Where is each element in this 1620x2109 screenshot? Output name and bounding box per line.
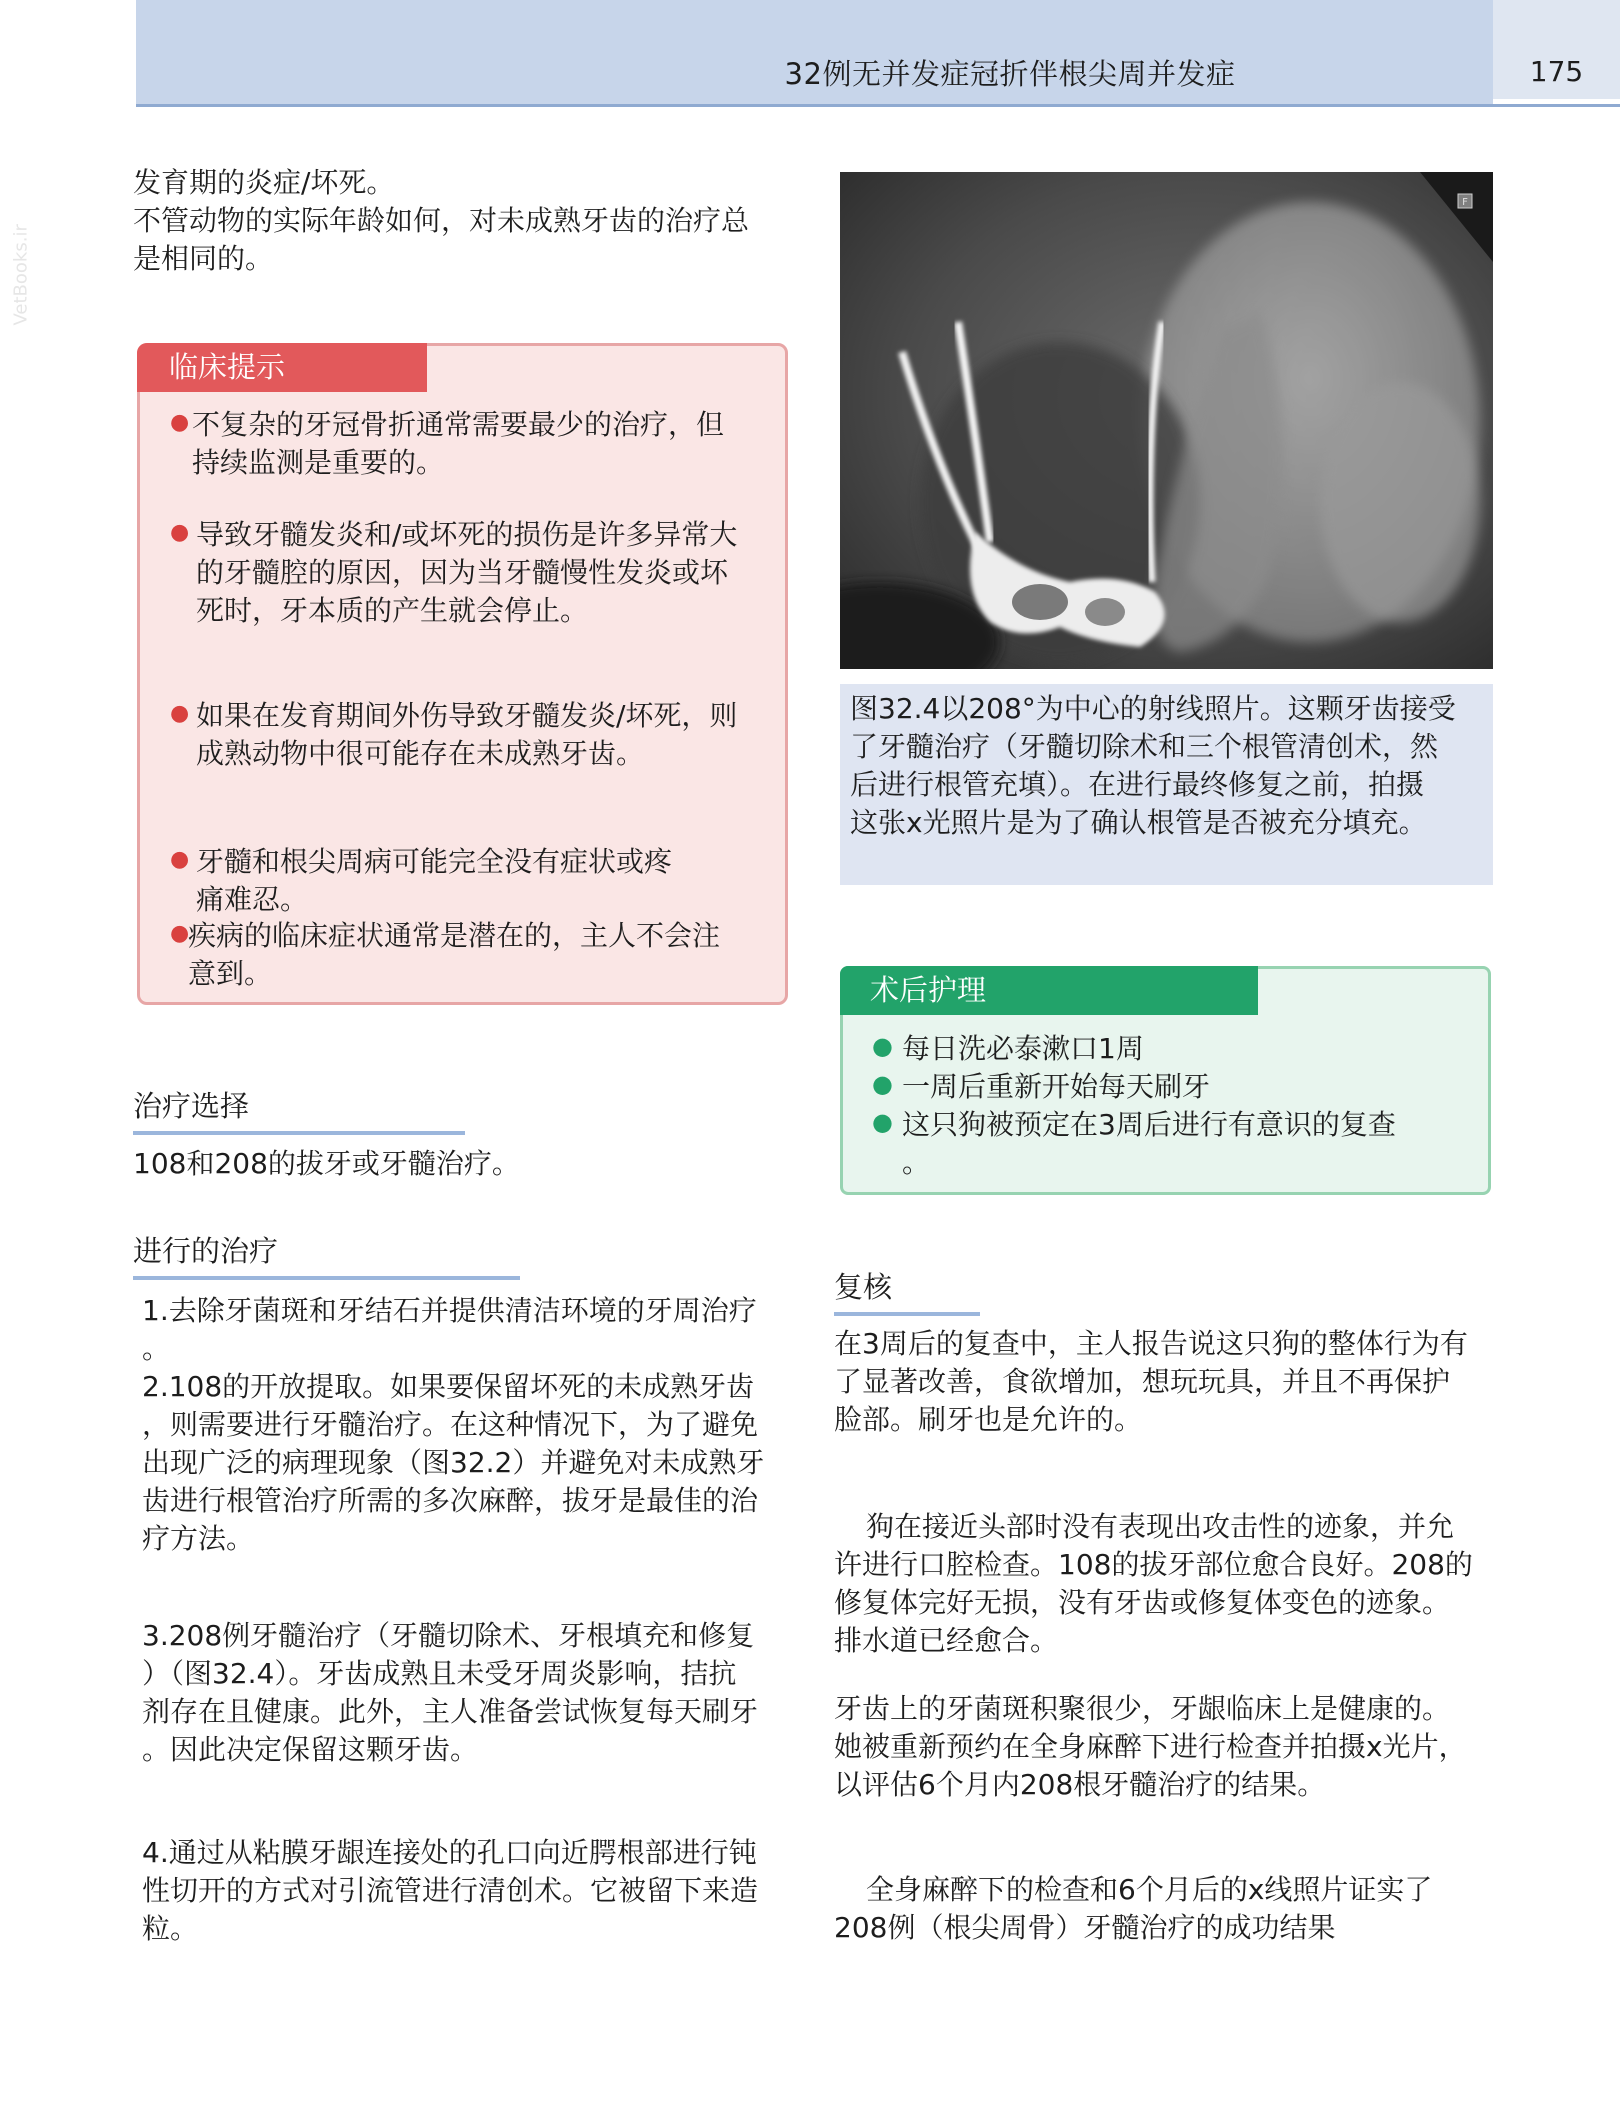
treatment-paragraph [142, 1834, 792, 1948]
caption-line: 后进行根管充填）。在进行最终修复之前，拍摄 [850, 768, 1425, 801]
postop-care-header [840, 966, 1258, 1015]
paragraph-line: ）（图32.4）。牙齿成熟且未受牙周炎影响，拮抗 [142, 1657, 737, 1690]
paragraph-line: 2.108的开放提取。如果要保留坏死的未成熟牙齿 [142, 1370, 755, 1403]
paragraph-line: 出现广泛的病理现象（图32.2）并避免对未成熟牙 [142, 1446, 765, 1479]
bullet-icon: ● [872, 1032, 893, 1060]
bullet-icon: ● [872, 1070, 893, 1098]
postop-item [872, 1068, 1472, 1106]
paragraph-line: 许进行口腔检查。108的拔牙部位愈合良好。208的 [834, 1548, 1473, 1581]
xray-corner-mark: F [1462, 197, 1468, 208]
tip-item [170, 406, 770, 482]
tip-item [170, 516, 770, 630]
caption-line: 图32.4以208°为中心的射线照片。这颗牙齿接受 [850, 692, 1456, 725]
bullet-icon: ● [170, 921, 190, 946]
postop-care-title: 术后护理 [870, 973, 987, 1007]
review-paragraph [834, 1690, 1494, 1804]
postop-item [872, 1106, 1472, 1182]
figure-caption [850, 690, 1490, 842]
tip-item [170, 697, 770, 773]
bullet-icon: ● [170, 410, 190, 435]
review-paragraph [834, 1508, 1494, 1660]
paragraph-line: 脸部。刷牙也是允许的。 [834, 1403, 1143, 1436]
review-section [834, 1268, 1494, 1316]
intro-line: 发育期的炎症/坏死。 [133, 166, 395, 199]
review-paragraph [834, 1325, 1494, 1439]
paragraph-line: 齿进行根管治疗所需的多次麻醉，拔牙是最佳的治 [142, 1484, 759, 1517]
header-rule [136, 104, 1620, 107]
tip-line: 的牙髓腔的原因，因为当牙髓慢性发炎或坏 [196, 556, 729, 589]
tip-line: 死时，牙本质的产生就会停止。 [196, 594, 589, 627]
paragraph-line: 排水道已经愈合。 [834, 1624, 1059, 1657]
intro-line: 不管动物的实际年龄如何，对未成熟牙齿的治疗总 [133, 204, 750, 237]
postop-item [872, 1030, 1472, 1068]
section-underline [133, 1131, 465, 1135]
paragraph-line: 牙齿上的牙菌斑积聚很少，牙龈临床上是健康的。 [834, 1692, 1451, 1725]
paragraph-line: 了显著改善，食欲增加，想玩玩具，并且不再保护 [834, 1365, 1451, 1398]
section-title: 治疗选择 [133, 1089, 250, 1123]
section-title: 复核 [834, 1270, 893, 1304]
review-paragraph [834, 1871, 1494, 1947]
tip-line: 如果在发育期间外伤导致牙髓发炎/坏死，则 [196, 699, 738, 732]
xray-radiograph-image [840, 172, 1493, 669]
paragraph-line: 。因此决定保留这颗牙齿。 [142, 1733, 479, 1766]
paragraph-line: 4.通过从粘膜牙龈连接处的孔口向近腭根部进行钝 [142, 1836, 757, 1869]
paragraph-line: 剂存在且健康。此外，主人准备尝试恢复每天刷牙 [142, 1695, 759, 1728]
postop-list [872, 1030, 1472, 1182]
treatment-paragraph [142, 1292, 792, 1558]
paragraph-line: 狗在接近头部时没有表现出攻击性的迹象，并允 [866, 1510, 1455, 1543]
running-title: 32例无并发症冠折伴根尖周并发症 [784, 57, 1236, 91]
bullet-icon: ● [170, 701, 190, 726]
clinical-tips-header [137, 343, 427, 392]
section-underline [133, 1276, 520, 1280]
paragraph-line: 3.208例牙髓治疗（牙髓切除术、牙根填充和修复 [142, 1619, 755, 1652]
tip-line: 不复杂的牙冠骨折通常需要最少的治疗，但 [192, 408, 725, 441]
tip-item [170, 917, 770, 993]
paragraph-line: 208例（根尖周骨）牙髓治疗的成功结果 [834, 1911, 1336, 1944]
paragraph-line: 。 [142, 1332, 171, 1365]
postop-item-text: 这只狗被预定在3周后进行有意识的复查 [902, 1108, 1396, 1141]
section-underline [834, 1312, 980, 1316]
postop-item-text: 一周后重新开始每天刷牙 [902, 1070, 1211, 1103]
treatment-performed-section [133, 1232, 783, 1280]
tip-line: 牙髓和根尖周病可能完全没有症状或疼 [196, 845, 673, 878]
caption-line: 了牙髓治疗（牙髓切除术和三个根管清创术，然 [850, 730, 1439, 763]
tip-line: 痛难忍。 [196, 883, 309, 916]
paragraph-line: 粒。 [142, 1912, 199, 1945]
section-title: 进行的治疗 [133, 1234, 279, 1268]
caption-line: 这张x光照片是为了确认根管是否被充分填充。 [850, 806, 1427, 839]
page-number: 175 [1529, 55, 1584, 88]
tip-line: 成熟动物中很可能存在未成熟牙齿。 [196, 737, 645, 770]
intro-line: 是相同的。 [133, 242, 274, 275]
tip-line: 疾病的临床症状通常是潜在的，主人不会注 [188, 919, 721, 952]
bullet-icon: ● [170, 847, 190, 872]
treatment-paragraph [142, 1617, 792, 1769]
paragraph-line: 在3周后的复查中，主人报告说这只狗的整体行为有 [834, 1327, 1468, 1360]
paragraph-line: ，则需要进行牙髓治疗。在这种情况下，为了避免 [142, 1408, 759, 1441]
paragraph-line: 她被重新预约在全身麻醉下进行检查并拍摄x光片， [834, 1730, 1467, 1763]
watermark: VetBooks.ir [10, 224, 32, 326]
tip-line: 持续监测是重要的。 [192, 446, 445, 479]
paragraph-line: 修复体完好无损，没有牙齿或修复体变色的迹象。 [834, 1586, 1451, 1619]
paragraph-line: 全身麻醉下的检查和6个月后的x线照片证实了 [866, 1873, 1433, 1906]
paragraph-line: 1.去除牙菌斑和牙结石并提供清洁环境的牙周治疗 [142, 1294, 757, 1327]
clinical-tips-title: 临床提示 [169, 350, 286, 384]
treatment-options-section [133, 1087, 783, 1183]
paragraph-line: 以评估6个月内208根牙髓治疗的结果。 [834, 1768, 1326, 1801]
postop-item-trailing: 。 [902, 1146, 931, 1179]
bullet-icon: ● [872, 1108, 893, 1136]
tip-item [170, 843, 770, 919]
intro-text [133, 164, 783, 278]
tip-line: 导致牙髓发炎和/或坏死的损伤是许多异常大 [196, 518, 738, 551]
treatment-options-text: 108和208的拔牙或牙髓治疗。 [133, 1147, 520, 1180]
paragraph-line: 疗方法。 [142, 1522, 255, 1555]
bullet-icon: ● [170, 520, 190, 545]
tip-line: 意到。 [188, 957, 273, 990]
postop-item-text: 每日洗必泰漱口1周 [902, 1032, 1144, 1065]
paragraph-line: 性切开的方式对引流管进行清创术。它被留下来造 [142, 1874, 759, 1907]
